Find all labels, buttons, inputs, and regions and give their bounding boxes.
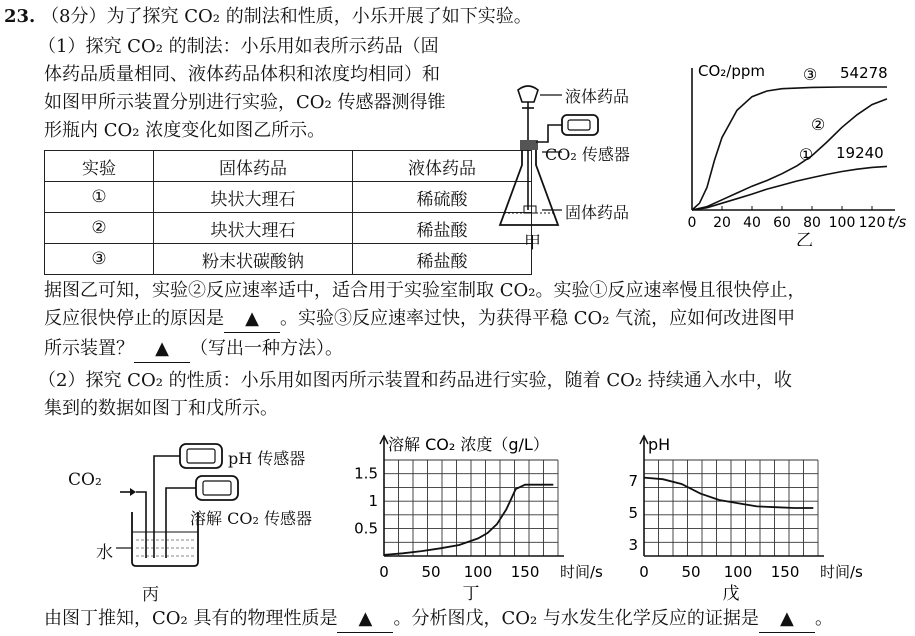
ph-sensor-screen: [187, 449, 215, 463]
bing-co2-sensor-label: 溶解 CO₂ 传感器: [190, 509, 312, 528]
table-cell: 粉末状碳酸钠: [154, 244, 353, 275]
data-line: [384, 485, 553, 555]
chart-wu: [600, 432, 870, 604]
part1-line-1: （1）探究 CO₂ 的制法：小乐用如表所示药品（固: [38, 36, 439, 57]
jia-liquid-label: 液体药品: [565, 87, 630, 106]
x-axis-label: 时间/s: [820, 563, 863, 581]
chart-caption: 乙: [796, 231, 813, 246]
x-tick-label: 20: [713, 215, 731, 231]
final-line-c: 。: [814, 608, 833, 629]
final-line-b: 。分析图戊，CO₂ 与水发生化学反应的证据是: [393, 608, 759, 629]
table-header-cell: 固体药品: [154, 151, 353, 182]
table-cell: 块状大理石: [154, 182, 353, 213]
table-cell: 稀盐酸: [353, 244, 532, 275]
bing-co2-label: CO₂: [68, 470, 102, 490]
para1-line-2b: 。实验③反应速率过快，为获得平稳 CO₂ 气流，应如何改进图甲: [280, 308, 796, 329]
table-cell: 稀硫酸: [353, 182, 532, 213]
x-tick-label: 150: [770, 563, 800, 581]
solid-reagent-lump: [524, 206, 536, 213]
blank-marker: ▲: [780, 608, 794, 629]
series-line-3: [692, 166, 887, 210]
bing-ph-sensor-label: pH 传感器: [228, 449, 306, 468]
x-tick-label: 50: [681, 563, 701, 581]
para1-line-1: 据图乙可知，实验②反应速率适中，适合用于实验室制取 CO₂。实验①反应速率慢且很快停止，: [44, 280, 806, 301]
part1-line-3: 如图甲所示装置分别进行实验，CO₂ 传感器测得锥: [44, 92, 446, 113]
final-line-a: 由图丁推知，CO₂ 具有的物理性质是: [44, 608, 338, 629]
arrow-head: [130, 488, 136, 496]
jia-caption: 甲: [524, 233, 541, 253]
x-tick-label: 100: [828, 215, 856, 231]
table-row: [45, 213, 532, 244]
x-tick-label: 0: [687, 215, 697, 231]
chart-ding: [340, 432, 610, 604]
blank-marker: ▲: [155, 338, 169, 359]
x-tick-label: 0: [639, 563, 649, 581]
question-header: [4, 4, 532, 30]
x-tick-label: 150: [510, 563, 540, 581]
para1-line-3: [44, 336, 343, 363]
series-end-label: 19240: [836, 144, 884, 162]
data-line: [644, 478, 813, 508]
blank-marker: ▲: [245, 308, 259, 329]
jia-sensor-label: CO₂ 传感器: [545, 145, 630, 164]
para1-line-2: [44, 306, 795, 333]
x-tick-label: 50: [421, 563, 441, 581]
chart-caption: 丁: [462, 584, 480, 604]
bing-water-label: 水: [96, 543, 113, 563]
question-number: 23.: [4, 6, 36, 27]
series-marker-label: ①: [798, 145, 814, 164]
beaker: [132, 512, 198, 566]
y-tick-label: 3: [628, 535, 638, 554]
co2-sensor-screen: [568, 120, 590, 130]
x-tick-label: 0: [379, 563, 389, 581]
table-cell: 块状大理石: [154, 213, 353, 244]
x-tick-label: 120: [858, 215, 886, 231]
blank-marker: ▲: [358, 608, 373, 629]
series-marker-label: ②: [810, 115, 826, 134]
x-tick-label: 100: [723, 563, 753, 581]
table-cell: ①: [45, 182, 154, 213]
part1-line-4: 形瓶内 CO₂ 浓度变化如图乙所示。: [44, 120, 326, 141]
chart-caption: 戊: [722, 584, 740, 604]
answer-blank-2[interactable]: [134, 336, 190, 363]
para1-line-3a: 所示装置？: [44, 338, 134, 359]
table-cell: 稀盐酸: [353, 213, 532, 244]
separatory-funnel-shape: [518, 86, 538, 102]
y-tick-label: 1: [368, 492, 378, 511]
part1-line-2: 体药品质量相同、液体药品体积和浓度均相同）和: [44, 64, 440, 85]
bing-caption: 丙: [142, 585, 159, 605]
flask-stopper: [520, 140, 538, 150]
sensor-tube: [536, 125, 562, 142]
y-axis-label: 溶解 CO₂ 浓度（g/L）: [388, 435, 549, 454]
answer-blank-1[interactable]: [224, 306, 280, 333]
y-axis-label: CO₂/ppm: [698, 62, 766, 80]
part2-line-2: 集到的数据如图丁和戊所示。: [44, 398, 278, 419]
y-tick-label: 1.5: [354, 464, 378, 483]
y-tick-label: 7: [628, 471, 638, 490]
para1-line-3b: （写出一种方法）。: [190, 338, 343, 359]
table-header-cell: 液体药品: [353, 151, 532, 182]
answer-blank-3[interactable]: [337, 606, 393, 633]
table-row: [45, 182, 532, 213]
ph-probe-cable: [154, 456, 180, 558]
table-cell: ③: [45, 244, 154, 275]
jia-solid-label: 固体药品: [565, 203, 630, 222]
y-tick-label: 5: [628, 503, 638, 522]
x-tick-label: 60: [773, 215, 791, 231]
y-tick-label: 0.5: [354, 519, 378, 538]
co2-sensor-screen: [203, 481, 231, 495]
chart-yi: [682, 60, 910, 246]
y-axis-label: pH: [648, 435, 671, 454]
part2-line-1: （2）探究 CO₂ 的性质：小乐用如图丙所示装置和药品进行实验，随着 CO₂ 持续通入水中，收: [38, 370, 792, 391]
series-end-label: 54278: [840, 64, 888, 82]
x-tick-label: 40: [743, 215, 761, 231]
para1-line-2a: 反应很快停止的原因是: [44, 308, 224, 329]
table-row: [45, 244, 532, 275]
x-axis-label: t/s: [887, 213, 907, 231]
table-cell: ②: [45, 213, 154, 244]
series-marker-label: ③: [802, 65, 818, 84]
x-tick-label: 80: [803, 215, 821, 231]
x-axis-label: 时间/s: [560, 563, 603, 581]
question-intro: （8分）为了探究 CO₂ 的制法和性质，小乐开展了如下实验。: [41, 6, 532, 27]
experiment-table: [44, 150, 532, 275]
table-header-cell: 实验: [45, 151, 154, 182]
x-tick-label: 100: [463, 563, 493, 581]
table-header-row: [45, 151, 532, 182]
water-hatching: [136, 540, 194, 556]
answer-blank-4[interactable]: [759, 606, 815, 633]
final-line: [44, 606, 833, 633]
